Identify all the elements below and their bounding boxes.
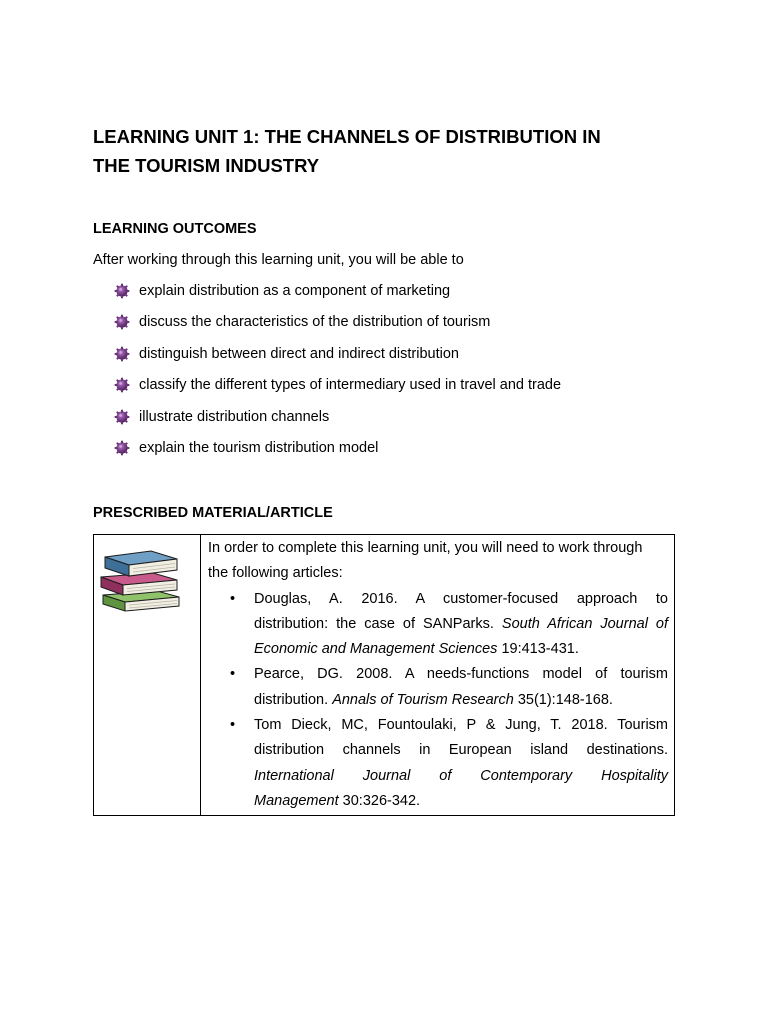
reference-line: Tom Dieck, MC, Fountoulaki, P & Jung, T. 2018. Tourism: [254, 717, 668, 734]
reference-text: 30:326-342.: [338, 792, 421, 809]
stacked-books-icon: [99, 545, 181, 613]
purple-gear-bullet-icon: [113, 345, 131, 363]
list-item: [113, 408, 561, 439]
journal-title: South African Journal of: [501, 615, 669, 632]
icon-cell: [94, 535, 201, 815]
outcome-text: distinguish between direct and indirect distribution: [139, 345, 459, 362]
list-item: [208, 587, 668, 663]
list-item: [113, 313, 561, 344]
purple-gear-bullet-icon: [113, 376, 131, 394]
reference-line: [254, 789, 668, 814]
reference-text: 19:413-431.: [497, 641, 579, 658]
journal-title: Management: [254, 792, 339, 809]
outcome-text: discuss the characteristics of the distribution of tourism: [139, 314, 491, 331]
list-item: [113, 439, 561, 470]
reference-text: 35(1):148-168.: [513, 691, 613, 708]
reference-bullet: •: [230, 590, 236, 607]
reference-line: Pearce, DG. 2008. A needs-functions model of tourism: [254, 666, 668, 683]
outcome-text: classify the different types of intermediary used in travel and trade: [139, 377, 562, 394]
learning-outcomes-list: [113, 282, 561, 470]
reference-text: distribution: the case of SANParks.: [254, 615, 502, 632]
page-title-line-2: THE TOURISM INDUSTRY: [93, 155, 320, 176]
article-list-cell: [201, 535, 674, 815]
learning-outcomes-intro: After working through this learning unit, you will be able to: [93, 252, 464, 268]
page-title: [93, 122, 693, 180]
articles-intro-line-1: In order to complete this learning unit, you will need to work through: [208, 540, 643, 556]
articles-intro: [208, 536, 668, 587]
list-item: [113, 282, 561, 313]
learning-outcomes-heading: LEARNING OUTCOMES: [93, 221, 257, 237]
journal-title: Economic and Management Sciences: [254, 641, 498, 658]
reference-line: [254, 688, 668, 713]
prescribed-material-heading: PRESCRIBED MATERIAL/ARTICLE: [93, 505, 333, 521]
articles-intro-line-2: the following articles:: [208, 565, 343, 582]
outcome-text: explain distribution as a component of marketing: [139, 283, 451, 299]
list-item: [208, 713, 668, 814]
purple-gear-bullet-icon: [113, 282, 131, 300]
reference-list: [208, 587, 668, 815]
list-item: [113, 345, 561, 376]
purple-gear-bullet-icon: [113, 408, 131, 426]
journal-title: International Journal of Contemporary Hospitality: [254, 767, 668, 784]
reference-bullet: •: [230, 666, 236, 683]
reference-text: distribution.: [254, 691, 333, 708]
reference-bullet: •: [230, 717, 236, 734]
reference-line: [254, 612, 668, 637]
outcome-text: explain the tourism distribution model: [139, 439, 379, 456]
list-item: [113, 376, 561, 407]
reference-line: distribution channels in European island destinations.: [254, 742, 668, 759]
outcome-text: illustrate distribution channels: [139, 408, 330, 425]
reference-line: [254, 637, 668, 662]
purple-gear-bullet-icon: [113, 439, 131, 457]
journal-title: Annals of Tourism Research: [332, 691, 514, 708]
list-item: [208, 662, 668, 713]
page-title-line-1: LEARNING UNIT 1: THE CHANNELS OF DISTRIBUTION IN: [93, 126, 601, 147]
prescribed-material-table: [93, 534, 675, 816]
reference-line: Douglas, A. 2016. A customer-focused approach to: [254, 590, 668, 607]
purple-gear-bullet-icon: [113, 313, 131, 331]
